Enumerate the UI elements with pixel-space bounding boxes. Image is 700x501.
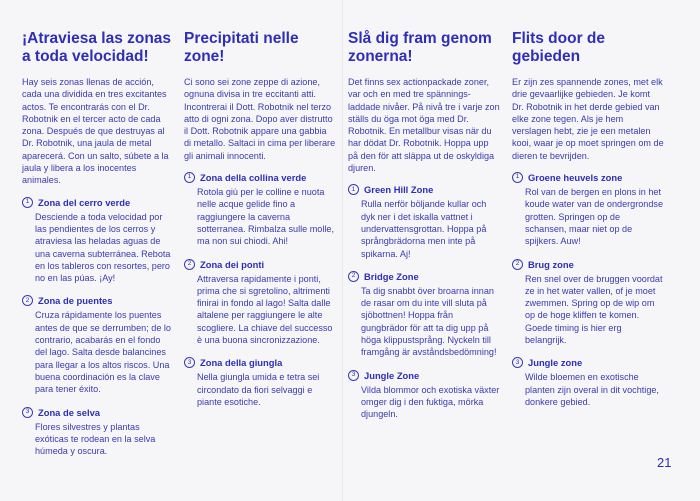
number-circle-icon: 1 [512,172,523,183]
number-circle-icon: 3 [512,357,523,368]
zone-body: Ren snel over de bruggen voordat ze in het water vallen, of je moet zwemmen. Spring op de wip om op de hoge kliffen te komen. Goede timing is hier erg belangrijk. [525,273,663,346]
zone-heading: 3 Zona della giungla [184,357,336,368]
zone-body: Ta dig snabbt över broarna innan de rasar om du inte vill sluta på sjöbottnen! Hoppa från gungbrädor för att ta dig upp på höga klippustsprång. Nyckeln till framgång är avståndsbedömning! [361,285,497,358]
zone-section [22,197,174,285]
zone-heading: 3 Zona de selva [22,407,174,418]
zone-body: Rotola giù per le colline e nuota nelle acque gelide fino a raggiungere la caverna sotterranea. Rimbalza sulle molle, ma non sui chiodi. Ahi! [197,187,334,247]
zone-body: Cruza rápidamente los puentes antes de que se derrumben; de lo contrario, acabarás en el fondo del lago. Salta desde balancines para llegar a los altos riscos. Una buena coordinación es la clave para tener éxito. [35,310,171,395]
number-circle-icon: 2 [512,259,523,270]
number-circle-icon: 3 [348,370,359,381]
zone-body: Rol van de bergen en plons in het koude water van de ondergrondse grotten. Springen op de schansen, maar niet op de spijkers. Auw! [525,187,664,247]
number-circle-icon: 1 [348,184,359,195]
column-title: ¡Atraviesa las zonas a toda velocidad! [22,30,172,65]
column-swedish [348,30,506,432]
zone-heading: 2 Brug zone [512,259,664,270]
zone-heading: 3 Jungle Zone [348,370,500,381]
zone-section [184,259,336,347]
zone-body: Desciende a toda velocidad por las pendientes de los cerros y atraviesa las heladas aguas de una caverna subterránea. Rebota en los tableros con resortes, pero no en las púas. ¡Ay! [35,211,171,284]
column-dutch [512,30,664,419]
zone-section [184,172,336,247]
zone-heading: 2 Zona dei ponti [184,259,336,270]
zone-body: Wilde bloemen en exotische planten zijn overal in dit vochtige, donkere gebied. [525,372,659,407]
zone-heading: 1 Zona del cerro verde [22,197,174,208]
zone-body: Attraversa rapidamente i ponti, prima che si sgretolino, altrimenti finirai in fondo al lago! Salta dalle altalene per raggiungere le alte scogliere. La chiave del successo è una buona sincronizzazione. [197,273,333,346]
zone-heading: 1 Zona della collina verde [184,172,336,183]
column-title: Flits door de gebieden [512,30,605,65]
zone-heading: 3 Jungle zone [512,357,664,368]
column-italian [184,30,342,419]
column-intro: Det finns sex actionpackade zoner, var och en med tre spännings-laddade nivåer. På nivå tre i varje zon ställs du öga mot öga med Dr. Robotnik. En metallbur visas när du har dödat Dr. Robotnik. Hoppa upp på den för att släppa ut de oskyldiga djuren. [348,77,500,174]
zone-section [22,295,174,395]
column-intro: Ci sono sei zone zeppe di azione, ognuna divisa in tre eccitanti atti. Incontrerai il Dott. Robotnik nel terzo atto di ogni zona. Dopo aver distrutto il Dott. Robotnik appare una gabbia di metallo. Saltaci in cima per liberare gli animali innocenti. [184,77,336,161]
zone-section [348,271,500,359]
page-fold [342,0,343,501]
number-circle-icon: 1 [22,197,33,208]
number-circle-icon: 2 [348,271,359,282]
zone-section [348,184,500,259]
zone-heading: 2 Zona de puentes [22,295,174,306]
zone-body: Nella giungla umida e tetra sei circondato da fiori selvaggi e piante esotiche. [197,372,320,407]
zone-heading: 2 Bridge Zone [348,271,500,282]
zone-section [184,357,336,408]
zone-section [512,357,664,408]
zone-section [348,370,500,421]
zone-heading: 1 Groene heuvels zone [512,172,664,183]
zone-section [22,407,174,458]
number-circle-icon: 3 [22,407,33,418]
number-circle-icon: 1 [184,172,195,183]
zone-heading: 1 Green Hill Zone [348,184,500,195]
page-number: 21 [657,455,672,470]
zone-section [512,172,664,247]
column-title: Slå dig fram genom zonerna! [348,30,492,65]
column-title: Precipitati nelle zone! [184,30,299,65]
number-circle-icon: 3 [184,357,195,368]
number-circle-icon: 2 [184,259,195,270]
zone-body: Vilda blommor och exotiska växter omger dig i den fuktiga, mörka djungeln. [361,384,500,420]
column-spanish [22,30,180,468]
zone-body: Rulla nerför böljande kullar och dyk ner i det iskalla vattnet i undervattensgrottan. Hoppa på språngbrädorna men inte på spikarna. Aj! [361,199,487,259]
column-intro: Er zijn zes spannende zones, met elk drie gevaarlijke gebieden. Je komt Dr. Robotnik in het derde gebied van elke zone tegen. Als je hem verslagen hebt, zie je een metalen kooi, waar je op moet springen om de dieren te bevrijden. [512,77,664,161]
zone-body: Flores silvestres y plantas exóticas te rodean en la selva húmeda y oscura. [35,421,156,457]
number-circle-icon: 2 [22,295,33,306]
zone-section [512,259,664,347]
column-intro: Hay seis zonas llenas de acción, cada una dividida en tres excitantes actos. Te encontrarás con el Dr. Robotnik en el tercer acto de cada zona. Después de que destruyas al Dr. Robotnik, una jaula de metal aparecerá. Con un salto, súbete a la jaula y libera a los inocentes animales. [22,77,169,186]
